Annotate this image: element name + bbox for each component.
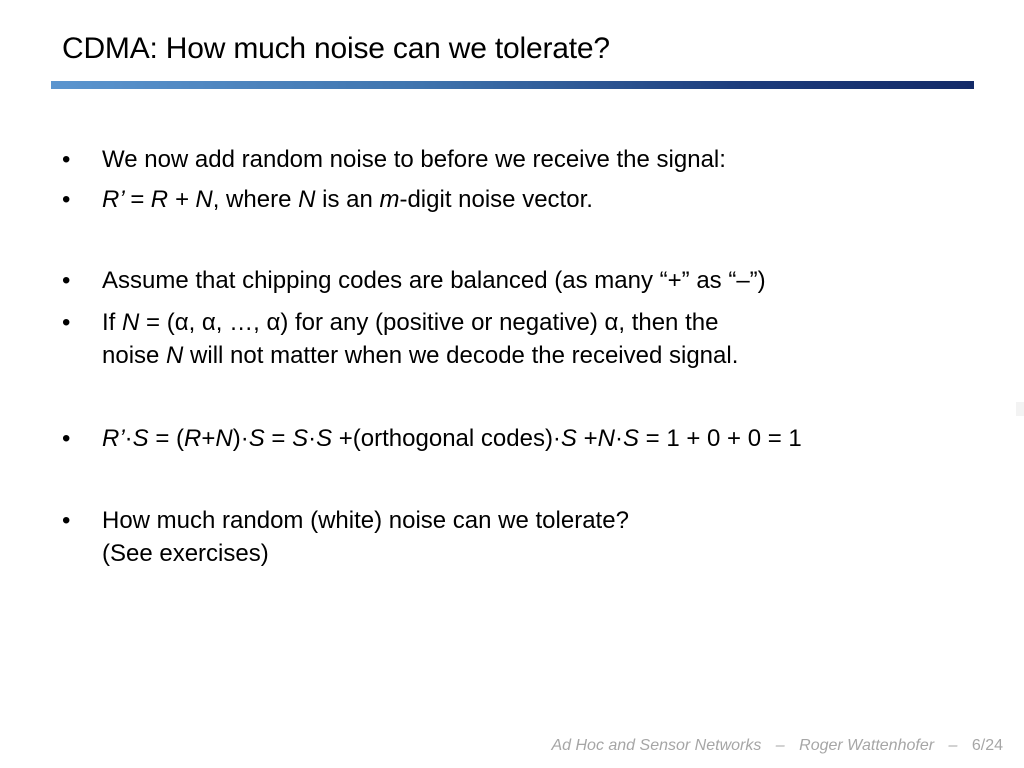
text-run: How much random (white) noise can we tolerate? — [102, 507, 629, 534]
math-symbol: S — [560, 425, 577, 452]
bullet-icon: • — [62, 507, 71, 534]
bullet-text-line — [102, 339, 738, 372]
text-run: + — [576, 425, 598, 452]
text-run: = ( — [148, 425, 185, 452]
math-symbol: R — [184, 425, 202, 452]
math-symbol: S — [132, 425, 149, 452]
text-run: = 1 + 0 + 0 = 1 — [638, 425, 802, 452]
math-symbol: N — [597, 425, 615, 452]
text-run: Assume that chipping codes are balanced (as many “+” as “–”) — [102, 267, 766, 294]
text-run: is an — [315, 186, 380, 213]
math-symbol: N — [166, 342, 184, 369]
text-run: (See exercises) — [102, 540, 269, 567]
text-run: = (α, α, …, α) for any (positive or negative) α, then the — [139, 309, 719, 336]
text-run: If — [102, 309, 123, 336]
text-run: + — [201, 425, 216, 452]
text-run: noise — [102, 342, 167, 369]
footer-course: Ad Hoc and Sensor Networks — [551, 737, 762, 754]
bullet-text — [102, 504, 629, 570]
bullet-icon: • — [62, 267, 71, 294]
text-run: )· — [232, 425, 249, 452]
math-symbol: S — [316, 425, 333, 452]
math-symbol: S — [622, 425, 639, 452]
math-symbol: S — [292, 425, 309, 452]
edge-marker — [1016, 402, 1024, 416]
math-symbol: m — [379, 186, 400, 213]
bullet-text — [102, 306, 738, 372]
text-run: , where — [212, 186, 299, 213]
text-run: will not matter when we decode the received signal. — [183, 342, 739, 369]
text-run: +(orthogonal codes)· — [332, 425, 561, 452]
bullet-icon: • — [62, 309, 71, 336]
slide-footer — [551, 737, 1003, 755]
page-number: 6/24 — [971, 737, 1003, 754]
footer-separator: – — [775, 737, 785, 754]
math-symbol: N — [298, 186, 316, 213]
math-symbol: N — [122, 309, 140, 336]
bullet-text — [102, 183, 593, 216]
text-run: · — [614, 425, 623, 452]
text-run: · — [124, 425, 133, 452]
text-run: We now add random noise to before we receive the signal: — [102, 146, 726, 173]
bullet-icon: • — [62, 186, 71, 213]
bullet-text-line — [102, 537, 629, 570]
math-symbol: R’ — [102, 425, 125, 452]
footer-author: Roger Wattenhofer — [799, 737, 935, 754]
bullet-text-line — [102, 504, 629, 537]
text-run: · — [308, 425, 317, 452]
bullet-text — [102, 422, 802, 455]
math-symbol: R’ = R + N — [102, 186, 213, 213]
bullet-text-line — [102, 306, 738, 339]
footer-separator: – — [948, 737, 958, 754]
bullet-text — [102, 264, 766, 297]
text-run: -digit noise vector. — [399, 186, 593, 213]
math-symbol: N — [215, 425, 233, 452]
bullet-icon: • — [62, 146, 71, 173]
math-symbol: S — [248, 425, 265, 452]
bullet-icon: • — [62, 425, 71, 452]
slide-title: CDMA: How much noise can we tolerate? — [62, 32, 610, 65]
text-run: = — [264, 425, 293, 452]
bullet-text — [102, 143, 726, 176]
